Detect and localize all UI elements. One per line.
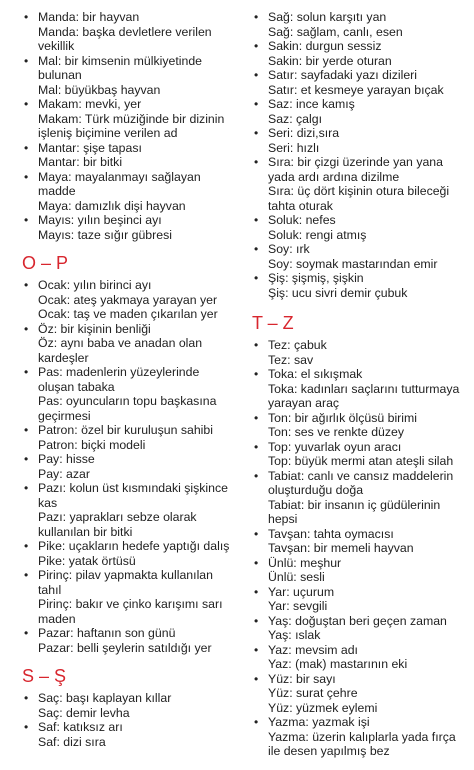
definition-line: Ünlü: meşhur — [268, 555, 342, 570]
definition-line: Pirinç: pilav yapmakta kullanılan tahıl — [38, 568, 213, 597]
definition-line: Seri: dizi,sıra — [268, 126, 340, 140]
list-item — [252, 242, 470, 271]
list-item — [252, 10, 470, 39]
bullet-icon: • — [24, 53, 29, 68]
section-s-s-entries — [22, 691, 234, 749]
list-item — [252, 614, 470, 643]
bullet-icon: • — [24, 321, 29, 336]
list-item — [22, 423, 234, 452]
bullet-icon: • — [254, 715, 259, 729]
bullet-icon: • — [254, 97, 259, 111]
bullet-icon: • — [254, 242, 259, 256]
definition-line: Mantar: bir bitki — [38, 155, 123, 169]
left-top-entries — [22, 10, 234, 242]
section-t-z-entries — [252, 338, 470, 759]
definition-line: Şiş: şişmiş, şişkin — [268, 271, 364, 285]
bullet-icon: • — [254, 584, 259, 599]
bullet-icon: • — [24, 278, 29, 292]
list-item — [252, 155, 470, 213]
list-item — [22, 626, 234, 655]
bullet-icon: • — [24, 169, 29, 184]
bullet-icon: • — [254, 410, 259, 425]
definition-line: Yaş: doğuştan beri geçen zaman — [268, 613, 447, 628]
list-item — [252, 97, 470, 126]
definition-line: Tavşan: bir memeli hayvan — [268, 541, 414, 555]
definition-line: Ton: bir ağırlık ölçüsü birimi — [268, 410, 417, 425]
bullet-icon: • — [254, 555, 259, 570]
list-item — [252, 126, 470, 155]
bullet-icon: • — [254, 39, 259, 53]
definition-line: Pas: madenlerin yüzeylerinde oluşan tabaka — [38, 365, 200, 394]
definition-line: Pike: yatak örtüsü — [38, 553, 136, 568]
bullet-icon: • — [254, 271, 259, 285]
definition-line: Manda: başka devletlere verilen vekillik — [38, 24, 212, 53]
list-item — [252, 643, 470, 672]
left-column — [22, 10, 234, 749]
list-item — [22, 720, 234, 749]
bullet-icon: • — [24, 626, 29, 640]
definition-line: Öz: bir kişinin benliği — [38, 321, 151, 336]
bullet-icon: • — [24, 10, 29, 24]
list-item — [22, 691, 234, 720]
definition-line: Maya: mayalanmayı sağlayan madde — [38, 169, 201, 198]
bullet-icon: • — [24, 365, 29, 379]
bullet-icon: • — [24, 423, 29, 437]
definition-line: Ton: ses ve renkte düzey — [268, 425, 405, 439]
section-heading-t-z: T – Z — [252, 313, 294, 333]
definition-line: Sağ: sağlam, canlı, esen — [268, 24, 403, 39]
list-item — [22, 213, 234, 242]
bullet-icon: • — [254, 642, 259, 657]
bullet-icon: • — [254, 68, 259, 82]
definition-line: Yaz: mevsim adı — [268, 642, 358, 657]
definition-line: Yar: uçurum — [268, 584, 335, 599]
bullet-icon: • — [254, 155, 259, 169]
right-top-entries — [252, 10, 470, 300]
definition-line: Sıra: bir çizgi üzerinde yan yana yada ardı ardına dizilme — [268, 155, 443, 184]
definition-line: Manda: bir hayvan — [38, 10, 140, 24]
bullet-icon: • — [24, 97, 29, 111]
bullet-icon: • — [24, 568, 29, 582]
definition-line: Saç: başı kaplayan kıllar — [38, 691, 172, 705]
definition-line: Ocak: yılın birinci ayı — [38, 278, 152, 292]
list-item — [252, 585, 470, 614]
list-item — [22, 539, 234, 568]
definition-line: Soluk: rengi atmış — [268, 227, 367, 242]
definition-line: Mal: büyükbaş hayvan — [38, 82, 161, 97]
definition-line: Yüz: yüzmek eylemi — [268, 700, 378, 715]
definition-line: Pas: oyuncuların topu başkasına geçirmesi — [38, 394, 217, 423]
section-heading-s-s: S – Ş — [22, 666, 67, 686]
list-item — [22, 365, 234, 423]
definition-line: Sağ: solun karşıtı yan — [268, 10, 387, 24]
definition-line: Ocak: ateş yakmaya yarayan yer — [38, 292, 218, 307]
bullet-icon: • — [254, 439, 259, 454]
definition-line: Soluk: nefes — [268, 213, 336, 227]
bullet-icon: • — [254, 367, 259, 381]
definition-line: Sakin: durgun sessiz — [268, 39, 382, 53]
definition-line: Satır: et kesmeye yarayan bıçak — [268, 82, 444, 97]
list-item — [252, 672, 470, 716]
definition-line: Top: yuvarlak oyun aracı — [268, 439, 402, 454]
definition-line: Ocak: taş ve maden çıkarılan yer — [38, 307, 218, 321]
definition-line: Toka: el sıkışmak — [268, 367, 363, 381]
definition-line: Saç: demir levha — [38, 705, 130, 720]
definition-line: Soy: soymak mastarından emir — [268, 256, 438, 271]
definition-line: Pazı: yaprakları sebze olarak kullanılan bir bitki — [38, 510, 197, 539]
definition-line: Yüz: surat çehre — [268, 686, 358, 700]
list-item — [252, 715, 470, 759]
list-item — [252, 338, 470, 367]
bullet-icon: • — [24, 539, 29, 553]
definition-line: Toka: kadınları saçlarını tutturmaya yarayan araç — [268, 381, 460, 410]
definition-line: Yaş: ıslak — [268, 628, 321, 642]
section-heading-o-p: O – P — [22, 253, 69, 273]
definition-line: Top: büyük mermi atan ateşli silah — [268, 454, 454, 468]
definition-line: Pay: azar — [38, 466, 90, 481]
bullet-icon: • — [254, 526, 259, 541]
definition-line: Sakin: bir yerde oturan — [268, 53, 392, 68]
list-item — [22, 170, 234, 214]
definition-line: Yazma: yazmak işi — [268, 715, 370, 729]
bullet-icon: • — [24, 691, 29, 705]
definition-line: Makam: mevki, yer — [38, 97, 142, 111]
bullet-icon: • — [254, 338, 259, 352]
list-item — [22, 10, 234, 54]
section-o-p-entries — [22, 278, 234, 655]
definition-line: Soy: ırk — [268, 242, 310, 256]
definition-line: Ünlü: sesli — [268, 570, 325, 584]
list-item — [252, 469, 470, 527]
list-item — [252, 411, 470, 440]
bullet-icon: • — [24, 452, 29, 466]
bullet-icon: • — [254, 671, 259, 686]
list-item — [22, 278, 234, 322]
definition-line: Şiş: ucu sivri demir çubuk — [268, 285, 408, 300]
definition-line: Pay: hisse — [38, 452, 95, 466]
list-item — [252, 68, 470, 97]
definition-line: Patron: özel bir kuruluşun sahibi — [38, 423, 213, 437]
definition-line: Patron: biçki modeli — [38, 437, 146, 452]
definition-line: Maya: damızlık dişi hayvan — [38, 198, 186, 213]
list-item — [252, 556, 470, 585]
definition-line: Mantar: şişe tapası — [38, 140, 142, 155]
definition-line: Mayıs: yılın beşinci ayı — [38, 213, 162, 227]
list-item — [22, 322, 234, 366]
list-item — [252, 271, 470, 300]
definition-line: Saf: katıksız arı — [38, 720, 123, 734]
definition-line: Pike: uçakların hedefe yaptığı dalış — [38, 539, 230, 553]
definition-line: Saf: dizi sıra — [38, 734, 106, 749]
list-item — [252, 213, 470, 242]
right-column — [252, 10, 470, 759]
definition-line: Pazar: haftanın son günü — [38, 626, 176, 640]
definition-line: Mal: bir kimsenin mülkiyetinde bulunan — [38, 53, 203, 82]
definition-line: Tabiat: canlı ve cansız maddelerin oluşturduğu doğa — [268, 468, 454, 497]
list-item — [22, 54, 234, 98]
list-item — [252, 440, 470, 469]
bullet-icon: • — [254, 126, 259, 140]
bullet-icon: • — [254, 213, 259, 227]
bullet-icon: • — [24, 481, 29, 495]
definition-line: Saz: çalgı — [268, 111, 322, 126]
list-item — [252, 527, 470, 556]
list-item — [252, 39, 470, 68]
bullet-icon: • — [24, 140, 29, 155]
definition-line: Saz: ince kamış — [268, 97, 355, 111]
definition-line: Tavşan: tahta oymacısı — [268, 526, 394, 541]
definition-line: Tez: sav — [268, 352, 314, 367]
list-item — [22, 141, 234, 170]
definition-line: Tez: çabuk — [268, 338, 327, 352]
list-item — [22, 97, 234, 141]
bullet-icon: • — [24, 213, 29, 227]
definition-line: Satır: sayfadaki yazı dizileri — [268, 68, 417, 82]
definition-line: Seri: hızlı — [268, 140, 320, 155]
bullet-icon: • — [254, 10, 259, 24]
definition-line: Yazma: üzerin kalıplarla yada fırça ile desen yapılmış bez — [268, 729, 456, 758]
definition-line: Pirinç: bakır ve çinko karışımı sarı maden — [38, 597, 223, 626]
definition-line: Yar: sevgili — [268, 599, 328, 613]
definition-line: Yaz: (mak) mastarının eki — [268, 657, 408, 671]
definition-line: Tabiat: bir insanın iç güdülerinin hepsi — [268, 497, 441, 526]
list-item — [252, 367, 470, 411]
definition-line: Öz: aynı baba ve anadan olan kardeşler — [38, 336, 203, 365]
list-item — [22, 452, 234, 481]
definition-line: Makam: Türk müziğinde bir dizinin işleniş biçimine verilen ad — [38, 111, 225, 140]
bullet-icon: • — [254, 468, 259, 483]
list-item — [22, 568, 234, 626]
bullet-icon: • — [254, 613, 259, 628]
definition-line: Sıra: üç dört kişinin otura bileceği tahta oturak — [268, 184, 450, 213]
list-item — [22, 481, 234, 539]
definition-line: Pazar: belli şeylerin satıldığı yer — [38, 640, 212, 655]
definition-line: Mayıs: taze sığır gübresi — [38, 227, 172, 242]
bullet-icon: • — [24, 720, 29, 734]
definition-line: Yüz: bir sayı — [268, 671, 336, 686]
definition-line: Pazı: kolun üst kısmındaki şişkince kas — [38, 481, 228, 510]
